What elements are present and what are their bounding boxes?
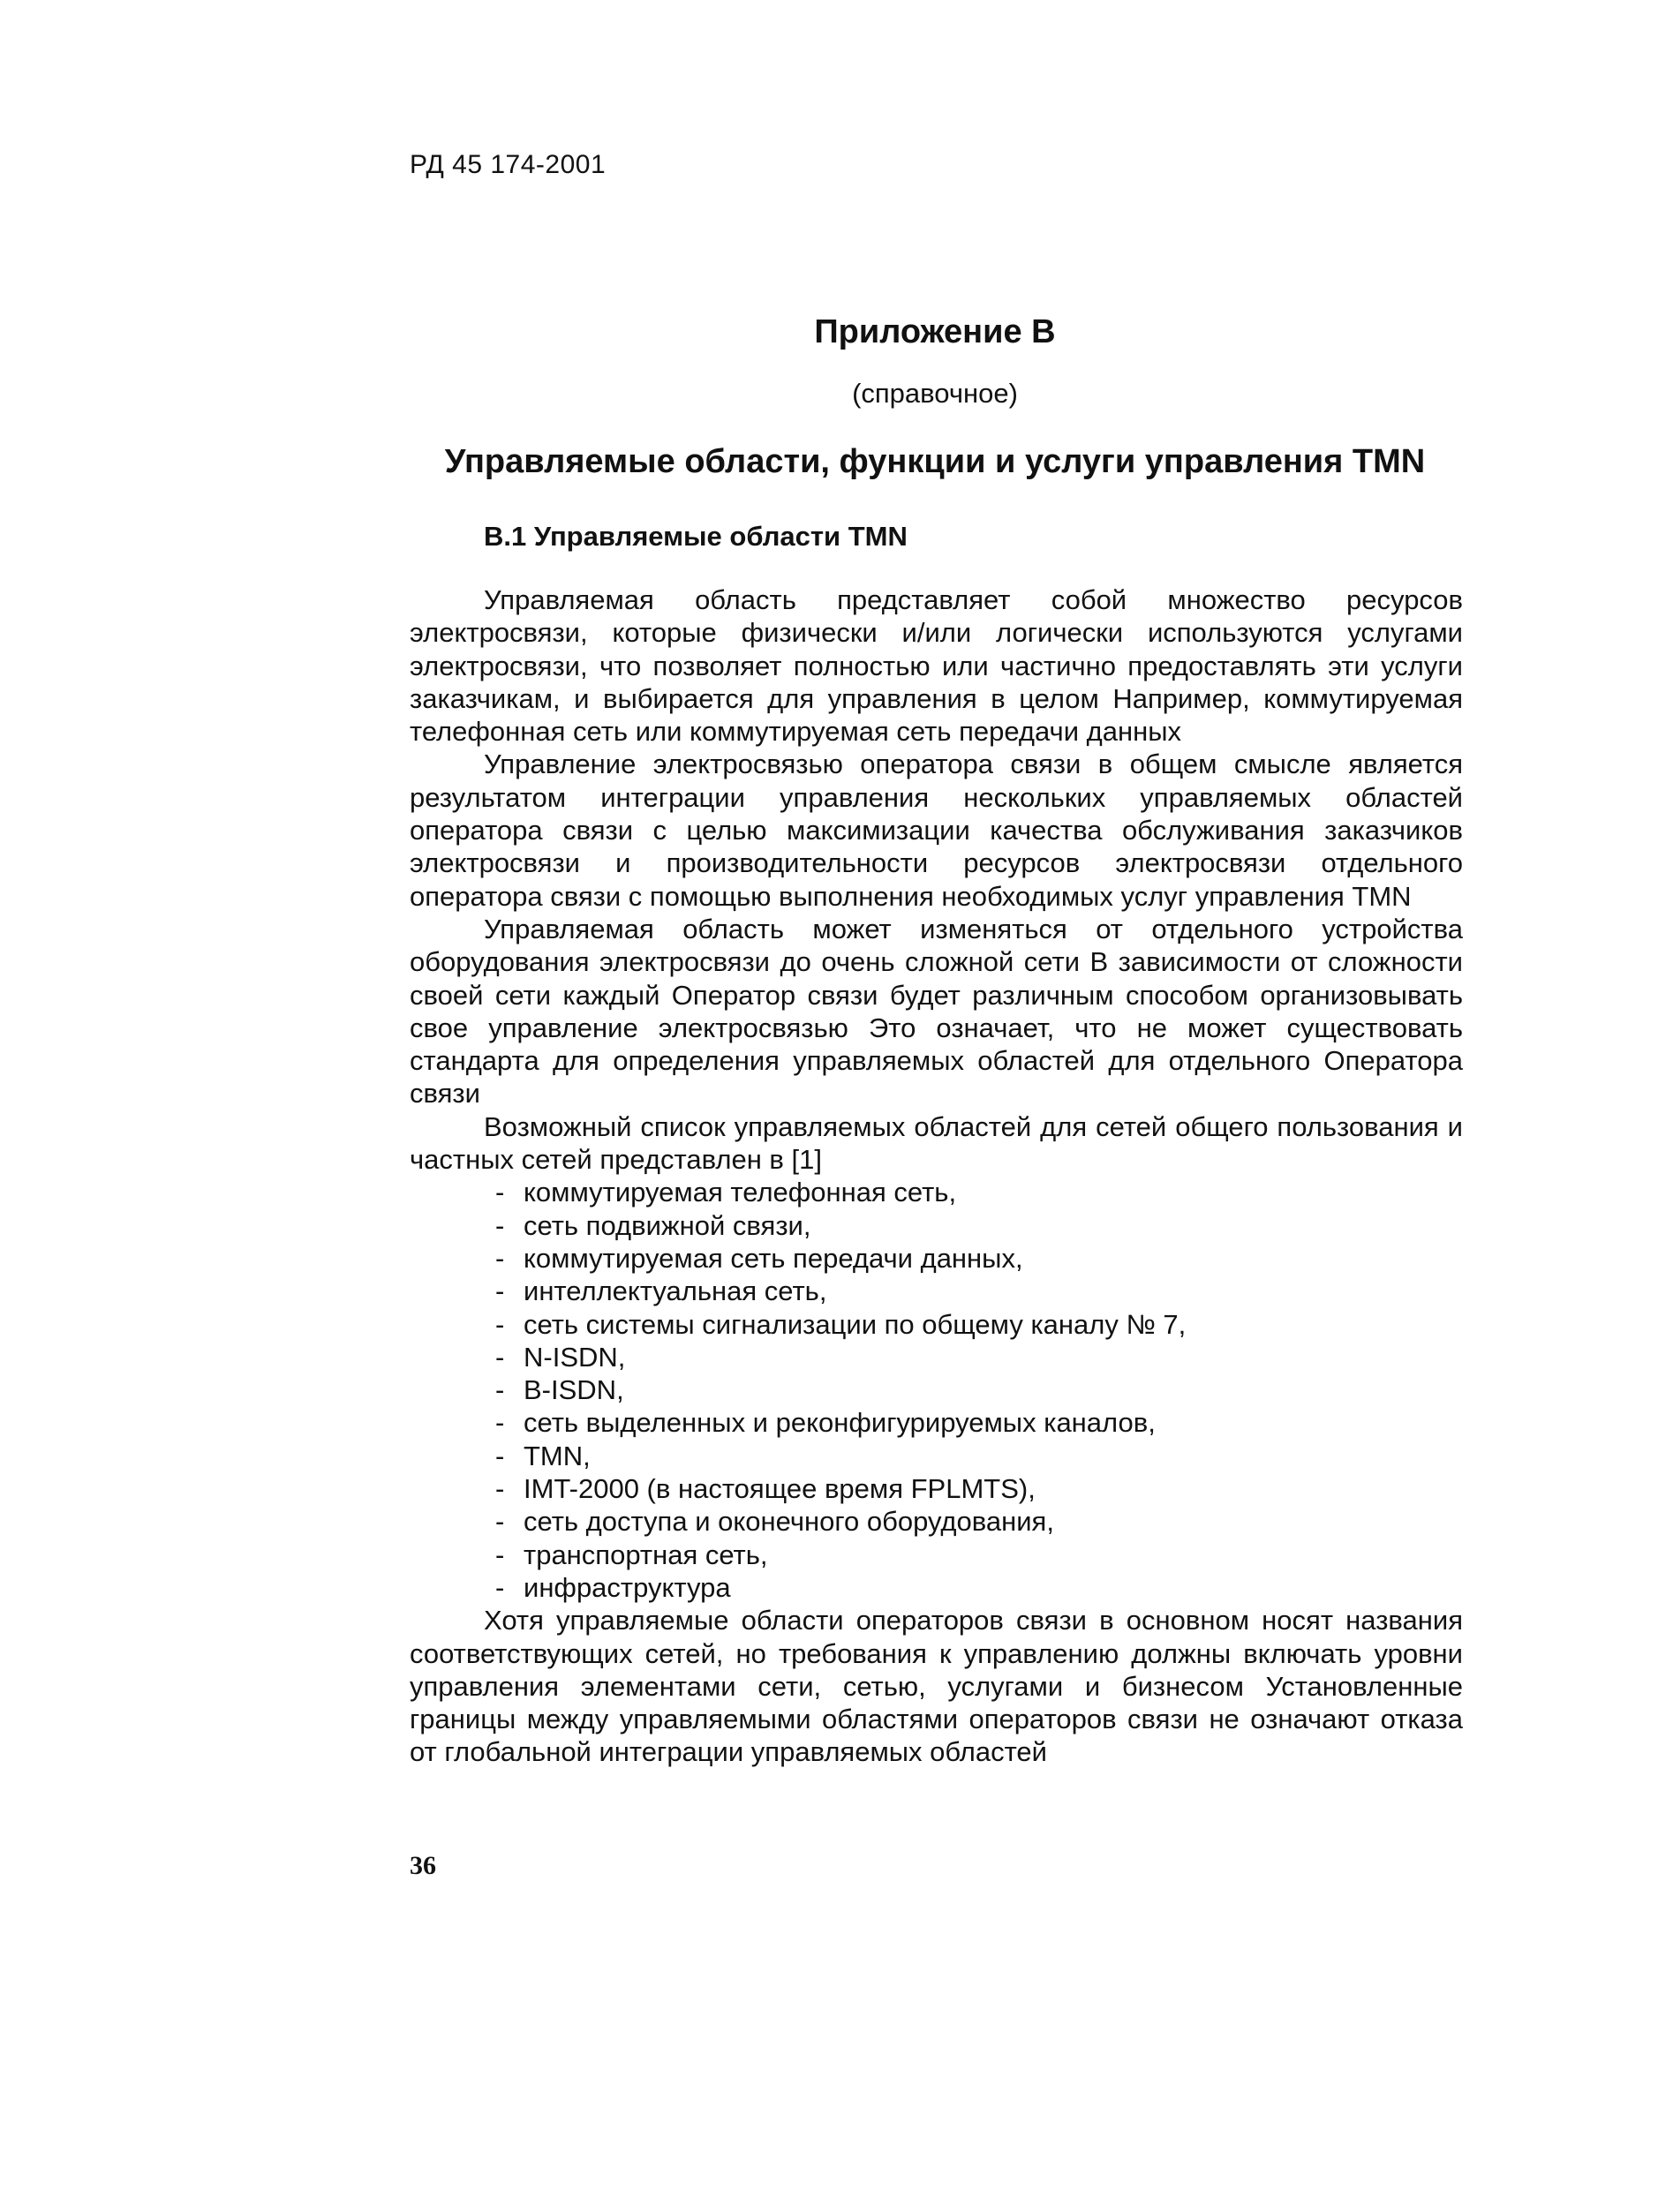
paragraph: Управляемая область представляет собой множество ресурсов электросвязи, которые физически и/или логически используются услугами электросвязи, что позволяет полностью или частично предоставлять эти услуги заказчикам, и выбирается для управления в целом Например, коммутируемая телефонная сеть или коммутируемая сеть передачи данных [410,584,1463,748]
list-item-text: B-ISDN, [524,1374,624,1406]
list-item [410,1341,1463,1373]
list-item-text: TMN, [524,1440,591,1471]
paragraph: Возможный список управляемых областей для сетей общего пользования и частных сетей представлен в [1] [410,1110,1463,1176]
list-item-text: сеть подвижной связи, [524,1209,811,1241]
list-item-text: сеть доступа и оконечного оборудования, [524,1506,1054,1538]
list-dash: - [495,1539,505,1570]
list-dash: - [495,1374,505,1406]
paragraph: Управляемая область может изменяться от отдельного устройства оборудования электросвязи до очень сложной сети В зависимости от сложности своей сети каждый Оператор связи будет различным способом организовывать свое управление электросвязью Это означает, что не может существовать стандарта для определения управляемых областей для отдельного Оператора связи [410,913,1463,1110]
list-item [410,1539,1463,1571]
list-item [410,1209,1463,1242]
list-item [410,1472,1463,1505]
list-item-text: коммутируемая сеть передачи данных, [524,1242,1023,1274]
appendix-subtitle: (справочное) [852,378,1018,409]
list-dash: - [495,1177,505,1208]
list-item-text: коммутируемая телефонная сеть, [524,1177,957,1208]
list-dash: - [495,1308,505,1340]
document-code: РД 45 174-2001 [410,150,607,179]
closing-paragraph: Хотя управляемые области операторов связи в основном носят названия соответствующих сетей, но требования к управлению должны включать уровни управления элементами сети, сетью, услугами и бизнесом Установленные границы между управляемыми областями операторов связи не означают отказа от глобальной интеграции управляемых областей [410,1605,1463,1768]
section-heading: В.1 Управляемые области TMN [484,521,908,552]
list-dash: - [495,1571,505,1603]
list-dash: - [495,1473,505,1505]
list-item [410,1440,1463,1472]
list-dash: - [495,1440,505,1471]
list-item [410,1406,1463,1439]
list-dash: - [495,1341,505,1373]
page-number: 36 [410,1851,436,1880]
list-item-text: транспортная сеть, [524,1539,768,1570]
list-item [410,1505,1463,1538]
body-text [410,583,1463,1769]
list-item [410,1275,1463,1307]
list-dash: - [495,1242,505,1274]
list-item [410,1571,1463,1604]
list-item-text: инфраструктура [524,1571,731,1603]
list-item-text: сеть выделенных и реконфигурируемых каналов, [524,1407,1156,1439]
list-item-text: IMT-2000 (в настоящее время FPLMTS), [524,1473,1036,1505]
list-item-text: сеть системы сигнализации по общему каналу № 7, [524,1308,1187,1340]
list-item-text: интеллектуальная сеть, [524,1275,827,1307]
list-item-text: N-ISDN, [524,1341,626,1373]
list-dash: - [495,1407,505,1439]
list-dash: - [495,1506,505,1538]
list-dash: - [495,1209,505,1241]
list-item [410,1308,1463,1341]
list-dash: - [495,1275,505,1307]
appendix-title: Приложение В [814,313,1056,350]
list-item [410,1176,1463,1208]
list-item [410,1373,1463,1406]
managed-areas-list [410,1176,1463,1604]
list-item [410,1242,1463,1275]
appendix-heading: Управляемые области, функции и услуги управления TMN [444,443,1426,480]
paragraph: Управление электросвязью оператора связи в общем смысле является результатом интеграции управления нескольких управляемых областей оператора связи с целью максимизации качества обслуживания заказчиков электросвязи и производительности ресурсов электросвязи отдельного оператора связи с помощью выполнения необходимых услуг управления TMN [410,749,1463,912]
